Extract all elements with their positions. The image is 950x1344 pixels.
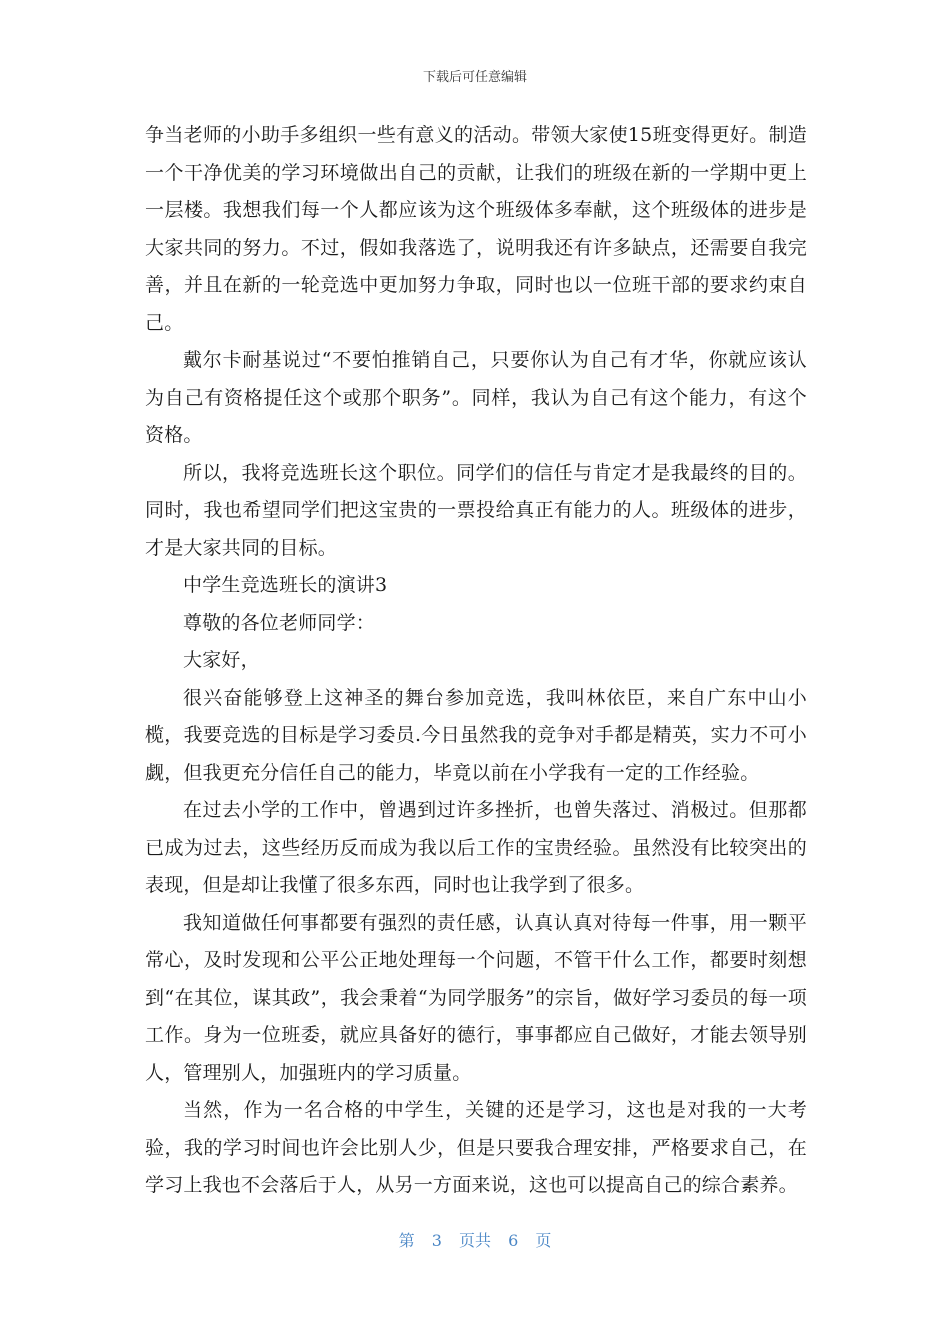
paragraph: 争当老师的小助手多组织一些有意义的活动。带领大家使15班变得更好。制造一个干净优美的学习环境做出自己的贡献，让我们的班级在新的一学期中更上一层楼。我想我们每一个人都应该为这个班级体多奉献，这个班级体的进步是大家共同的努力。不过，假如我落选了，说明我还有许多缺点，还需要自我完善，并且在新的一轮竞选中更加努力争取，同时也以一位班干部的要求约束自己。 (145, 124, 807, 334)
page-number: 第 3 页共 6 页 (398, 1231, 552, 1250)
salutation: 尊敬的各位老师同学： (183, 611, 376, 634)
greeting: 大家好， (183, 649, 260, 671)
paragraph: 当然，作为一名合格的中学生，关键的还是学习，这也是对我的一大考验，我的学习时间也许会比别人少，但是只要我合理安排，严格要求自己，在学习上我也不会落后于人，从另一方面来说，这也可以提高自己的综合素养。 (145, 1099, 807, 1196)
paragraph: 很兴奋能够登上这神圣的舞台参加竞选，我叫林依臣，来自广东中山小榄，我要竞选的目标是学习委员.今日虽然我的竞争对手都是精英，实力不可小觑，但我更充分信任自己的能力，毕竟以前在小学我有一定的工作经验。 (145, 686, 807, 784)
paragraph: 戴尔卡耐基说过“不要怕推销自己，只要你认为自己有才华，你就应该认为自己有资格提任这个或那个职务”。同样，我认为自己有这个能力，有这个资格。 (145, 349, 807, 446)
paragraph: 在过去小学的工作中，曾遇到过许多挫折，也曾失落过、消极过。但那都已成为过去，这些经历反而成为我以后工作的宝贵经验。虽然没有比较突出的表现，但是却让我懂了很多东西，同时也让我学到了很多。 (145, 799, 807, 896)
paragraph: 我知道做任何事都要有强烈的责任感，认真认真对待每一件事，用一颗平常心，及时发现和公平公正地处理每一个问题，不管干什么工作，都要时刻想到“在其位，谋其政”，我会秉着“为同学服务”的宗旨，做好学习委员的每一项工作。身为一位班委，就应具备好的德行，事事都应自己做好，才能去领导别人，管理别人，加强班内的学习质量。 (145, 911, 807, 1084)
page-header: 下载后可任意编辑 (422, 70, 527, 85)
speech-title: 中学生竞选班长的演讲3 (183, 574, 388, 596)
paragraph: 所以，我将竞选班长这个职位。同学们的信任与肯定才是我最终的目的。同时，我也希望同学们把这宝贵的一票投给真正有能力的人。班级体的进步，才是大家共同的目标。 (145, 461, 807, 559)
document-body (145, 117, 807, 1205)
